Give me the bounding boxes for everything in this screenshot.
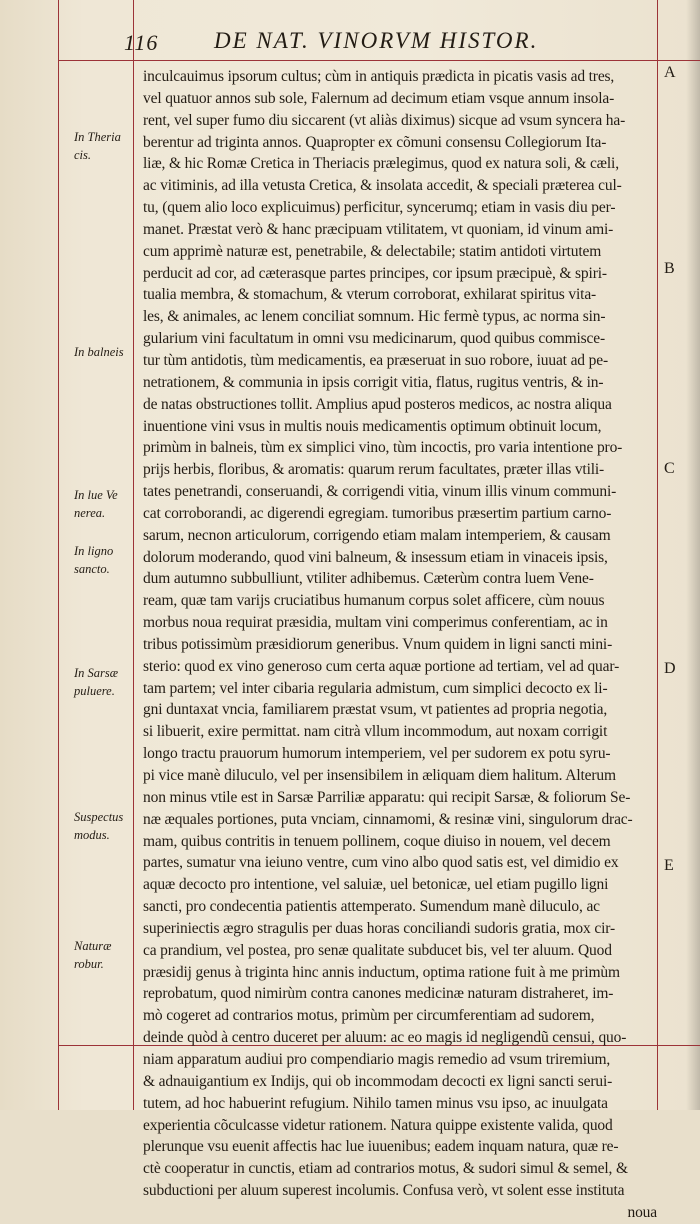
running-header xyxy=(110,26,670,56)
text-line: subductioni per aluum superest incolumis. Confusa verò, vt solent esse instituta xyxy=(143,1182,625,1200)
margin-note-balneis: In balneis xyxy=(74,345,124,359)
text-line: berentur ad triginta annos. Quapropter ex cõmuni consensu Collegiorum Ita- xyxy=(143,133,607,151)
text-line: deinde quòd à centro duceret per aluum: ac eo magis id negligendũ censui, quo- xyxy=(143,1029,627,1047)
text-line: manet. Præstat verò & hanc præcipuam vtilitatem, vt quoniam, id vinum ami- xyxy=(143,220,614,238)
section-letter-e: E xyxy=(664,857,674,874)
text-line: næ æquales portiones, puta vnciam, cinnamomi, & resinæ vini, singulorum drac- xyxy=(143,810,633,828)
text-line: rent, vel super fumo diu siccarent (vt aliàs diximus) sicque ad vsum syncera ha- xyxy=(143,111,626,129)
text-line: de natas obstructiones tollit. Amplius apud posteros medicos, ac nostra aliqua xyxy=(143,395,612,413)
text-line: tribus potissimùm præsidiorum generibus. Vnum quidem in ligni sancti mini- xyxy=(143,635,613,653)
text-line: tualia membra, & stomachum, & vterum corroborat, exhilarat spiritus vita- xyxy=(143,286,597,304)
text-line: ca prandium, vel postea, pro senæ qualitate subducet bis, vel ter aluum. Quod xyxy=(143,941,612,959)
margin-rule-text-right xyxy=(657,0,658,1110)
text-line: tates penetrandi, conseruandi, & corrigendi vitia, vinum illis vinum communi- xyxy=(143,483,617,501)
text-line: & adnauigantium ex Indijs, qui ob incommodam decocti ex ligni sancti serui- xyxy=(143,1072,613,1090)
text-line: tutem, ad hoc habuerint refugium. Nihilo tamen minus vsu ipso, ac inuulgata xyxy=(143,1094,608,1112)
text-line: sancti, pro condecentia patientis attemperato. Sumendum manè diluculo, ac xyxy=(143,898,600,916)
text-line: vel quatuor annos sub sole, Falernum ad decimum etiam vsque annum insola- xyxy=(143,89,615,107)
text-line: sterio: quod ex vino generoso cum certa aquæ portione ad tertiam, vel ad quar- xyxy=(143,657,620,675)
margin-note-ligno-sancto: In ligno sancto. xyxy=(74,544,114,576)
margin-rule-left xyxy=(58,0,59,1110)
text-line: noua xyxy=(627,1203,657,1221)
text-line: gni duntaxat vncia, familiarem præstat vsum, vt patientes ad propria negotia, xyxy=(143,701,608,719)
margin-note-suspectus-modus: Suspectus modus. xyxy=(74,810,124,842)
text-line: sarum, necnon articulorum, corrigendo etiam malam intemperiem, & causam xyxy=(143,526,611,544)
text-line: morbus noua requirat præsidia, multam vini comperimus conferentiam, ac in xyxy=(143,614,608,632)
text-line: si libuerit, exire permittat. nam citrà vllum incommodum, aut noxam corrigit xyxy=(143,723,608,741)
margin-note-sarsae-puluere: In Sarsæ puluere. xyxy=(74,666,119,698)
text-line: plerunque vsu euenit affectis hac lue iuuenibus; eadem inquam natura, quæ re- xyxy=(143,1138,619,1156)
text-line: mam, quibus contritis in tenuem pollinem, coque diuiso in nouem, vel decem xyxy=(143,832,611,850)
text-line: præsidij genus à triginta hinc annis inductum, optima ratione fuit à me primùm xyxy=(143,963,620,981)
text-line: gularium vini facultatum in omni vsu medicinarum, quod quibus commisce- xyxy=(143,330,606,348)
text-line: experientia cõculcasse videtur rationem. Natura quippe existente valida, quod xyxy=(143,1116,613,1134)
section-letter-a: A xyxy=(664,64,676,81)
text-line: cum apprimè naturæ est, penetrabile, & delectabile; statim antidoti virtutem xyxy=(143,242,602,260)
text-line: niam apparatum audiui pro compendiario magis remedio ad vsum triremium, xyxy=(143,1050,611,1068)
text-line: inuentione vini vsus in multis nouis medicamentis optimum obtinuit locum, xyxy=(143,417,602,435)
text-line: aquæ decocto pro intentione, vel saluiæ, uel betonicæ, uel etiam pugillo ligni xyxy=(143,876,609,894)
header-rule xyxy=(58,60,700,61)
body-text xyxy=(143,66,657,1224)
page-fold-shadow xyxy=(686,0,700,1110)
text-line: partes, sumatur vna ieiuno ventre, cum vino albo quod satis est, vel dimidio ex xyxy=(143,854,619,872)
text-line: primùm in balneis, tùm ex simplici vino, tùm incoctis, pro varia intentione pro- xyxy=(143,439,623,457)
text-line: ctè cooperatur in cunctis, etiam ad contrarios motus, & sudori simul & semel, & xyxy=(143,1160,628,1178)
text-line: dolorum moderando, quod vini balneum, & insessum etiam in vinaceis ipsis, xyxy=(143,548,608,566)
text-line: ream, quæ tam varijs cruciatibus humanum corpus solet afficere, cùm nouus xyxy=(143,592,605,610)
text-line: dum autumno subbulliunt, vtiliter adhibemus. Cæterùm contra luem Vene- xyxy=(143,570,594,588)
margin-note-naturae-robur: Naturæ robur. xyxy=(74,939,112,971)
text-line: les, & animales, ac lenem conciliat somnum. Hic fermè typus, ac norma sin- xyxy=(143,308,606,326)
margin-note-theriacis: In Theria cis. xyxy=(74,130,121,162)
text-line: pi vice manè diluculo, vel per insensibilem in æliquam diem halitum. Alterum xyxy=(143,767,616,784)
text-line: non minus vtile est in Sarsæ Parriliæ apparatu: qui recipit Sarsæ, & foliorum Se- xyxy=(143,788,631,806)
text-line: reprobatum, quod nimirùm contra canones medicinæ naturam distraheret, im- xyxy=(143,985,614,1003)
text-line: tu, (quem alio loco explicuimus) perficitur, syncerumq; etiam in vasis diu per- xyxy=(143,199,616,217)
running-title: DE NAT. VINORVM HISTOR. xyxy=(214,28,539,53)
text-line: mò cogeret ad contrarios motus, primùm per circumferentiam ad sudorem, xyxy=(143,1007,595,1025)
section-letter-d: D xyxy=(664,660,676,677)
page-number: 116 xyxy=(124,30,159,55)
text-line: superiniectis ægro stragulis per duas horas conciliandi sudoris gratia, mox cir- xyxy=(143,919,615,937)
text-line: inculcauimus ipsorum cultus; cùm in antiquis prædicta in picatis vasis ad tres, xyxy=(143,68,615,85)
text-line: netrationem, & communia in ipsis corrigit vitia, flatus, rugitus ventris, & in- xyxy=(143,373,604,391)
section-letter-c: C xyxy=(664,460,675,477)
text-line: perducit ad cor, ad cæterasque partes principes, cor ipsum præcipuè, & spiri- xyxy=(143,264,607,282)
text-line: ac vitiminis, ad illa vetusta Cretica, & insolata accedit, & speciali præterea cul- xyxy=(143,177,622,195)
margin-note-lue-venerea: In lue Ve nerea. xyxy=(74,488,118,520)
text-line: prijs herbis, floribus, & aromatis: quarum rerum facultates, præter illas vtili- xyxy=(143,461,605,479)
text-line: longo tractu prauorum humorum intemperiem, vel per sudorem ex potu syru- xyxy=(143,745,611,763)
section-letter-b: B xyxy=(664,260,675,277)
text-line: cat corroborandi, ac digerendi egregiam. tumoribus præsertim partium carno- xyxy=(143,504,612,522)
text-line: tur tùm antidotis, tùm medicamentis, ea præseruat in suo robore, iuuat ad pe- xyxy=(143,351,608,369)
text-line: liæ, & hic Romæ Cretica in Theriacis prælegimus, quod ex natura soli, & cæli, xyxy=(143,155,619,173)
text-line: tam partem; vel inter cibaria regularia admistum, cum simplici decocto ex li- xyxy=(143,679,608,697)
